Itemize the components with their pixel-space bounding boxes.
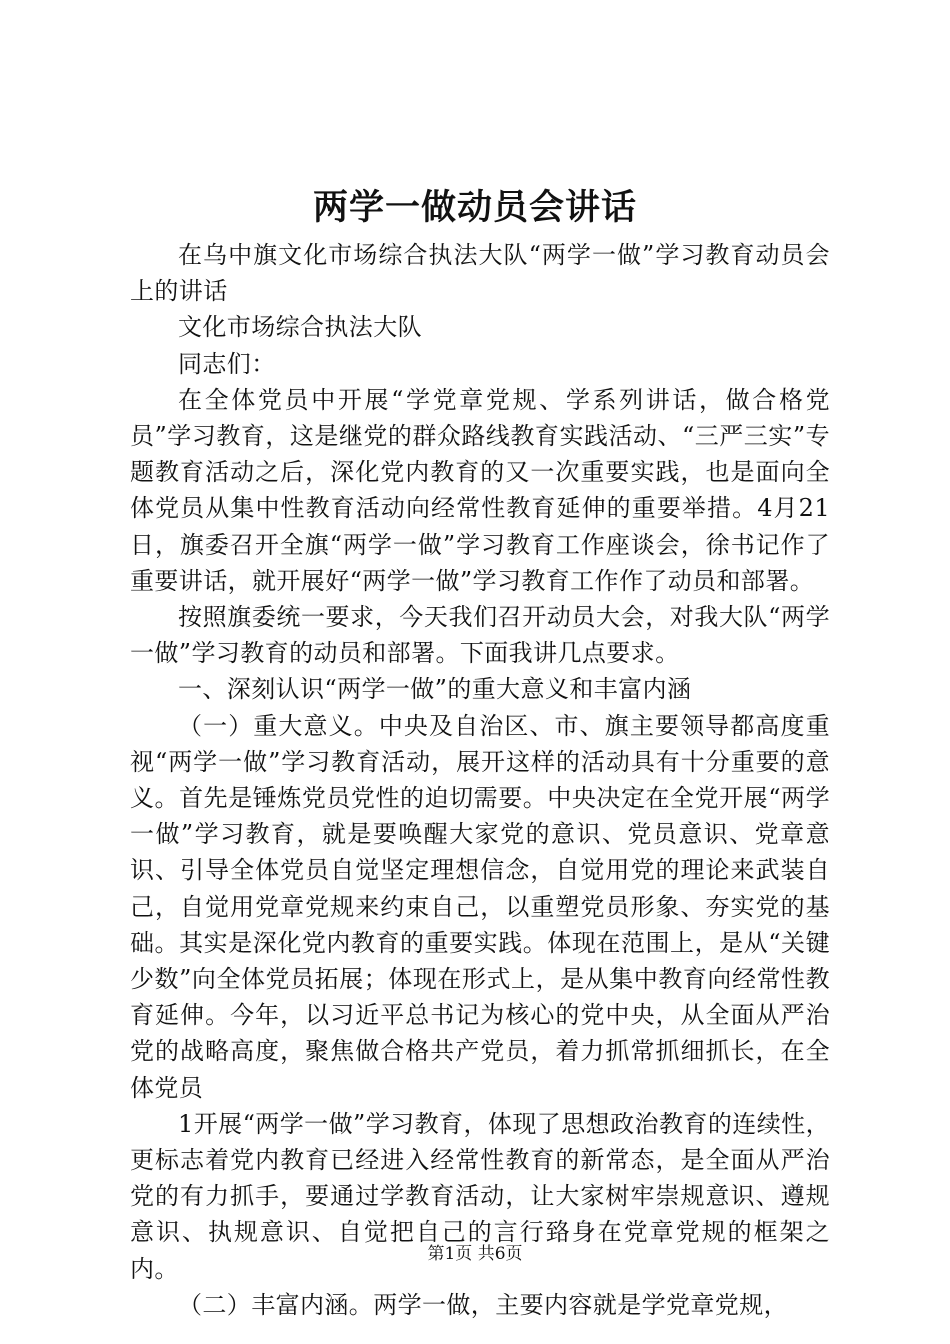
paragraph-meeting: 按照旗委统一要求，今天我们召开动员大会，对我大队“两学一做”学习教育的动员和部署。下面我讲几点要求。 [130,603,830,668]
paragraph-intro: 在全体党员中开展“学党章党规、学系列讲话，做合格党员”学习教育，这是继党的群众路线教育实践活动、“三严三实”专题教育活动之后，深化党内教育的又一次重要实践，也是面向全体党员从集中性教育活动向经常性教育延伸的重要举措。4月21日，旗委召开全旗“两学一做”学习教育工作座谈会，徐书记作了重要讲话，就开展好“两学一做”学习教育工作作了动员和部署。 [130,385,830,595]
paragraph-connotation: （二）丰富内涵。两学一做，主要内容就是学党章党规， [178,1290,788,1319]
document-body [130,237,830,1323]
paragraph-continuation: 1开展“两学一做”学习教育，体现了思想政治教育的连续性，更标志着党内教育已经进入经常性教育的新常态，是全面从严治党的有力抓手，要通过学教育活动，让大家树牢崇规意识、遵规意识、执规意识、自觉把自己的言行臵身在党章党规的框架之内。 [130,1109,830,1283]
paragraph-heading-line: 在乌中旗文化市场综合执法大队“两学一做”学习教育动员会上的讲话 [130,241,830,306]
page-footer: 第1页 共6页 [427,1244,523,1264]
section-heading-one: 一、深刻认识“两学一做”的重大意义和丰富内涵 [178,675,692,704]
paragraph-significance: （一）重大意义。中央及自治区、市、旗主要领导都高度重视“两学一做”学习教育活动，展开这样的活动具有十分重要的意义。首先是锤炼党员党性的迫切需要。中央决定在全党开展“两学一做”学习教育，就是要唤醒大家党的意识、党员意识、党章意识、引导全体党员自觉坚定理想信念，自觉用党的理论来武装自己，自觉用党章党规来约束自己，以重塑党员形象、夯实党的基础。其实是深化党内教育的重要实践。体现在范围上，是从“关键少数”向全体党员拓展；体现在形式上，是从集中教育向经常性教育延伸。今年，以习近平总书记为核心的党中央，从全面从严治党的战略高度，聚焦做合格共产党员，着力抓常抓细抓长，在全体党员 [130,711,830,1102]
paragraph-salutation: 同志们： [178,349,276,378]
document-title: 两学一做动员会讲话 [312,187,637,228]
paragraph-organization: 文化市场综合执法大队 [178,313,422,342]
